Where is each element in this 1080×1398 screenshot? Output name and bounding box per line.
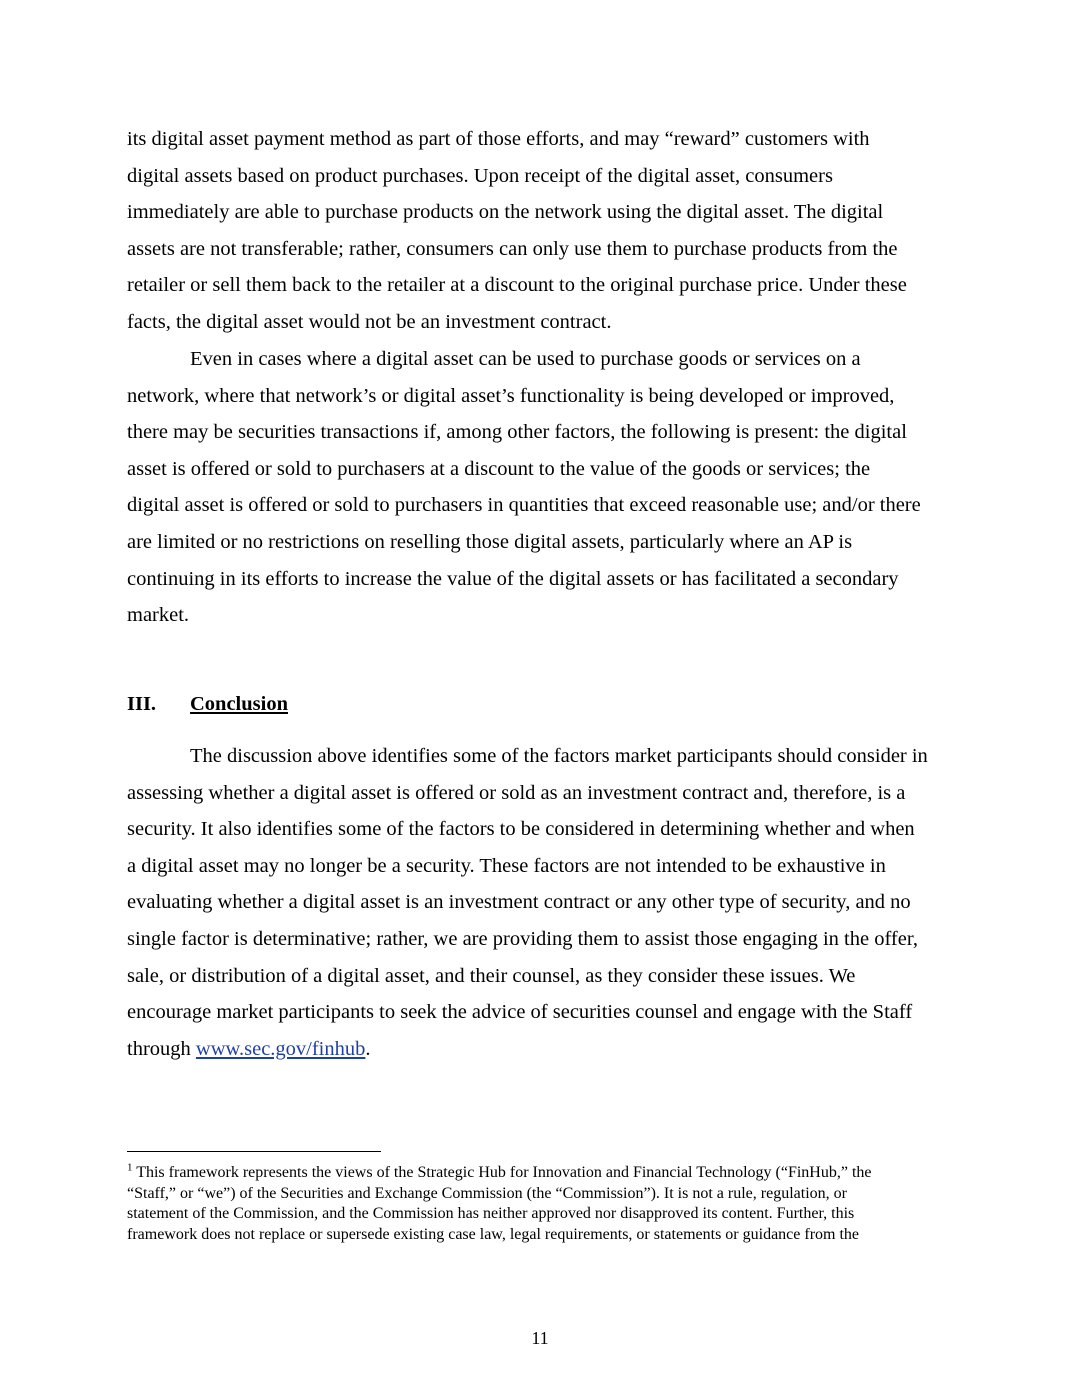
footnote-line: [127, 1163, 957, 1184]
section-number: III.: [127, 693, 157, 715]
text-line: immediately are able to purchase products on the network using the digital asset. The digital: [127, 201, 884, 224]
text-line: The discussion above identifies some of the factors market participants should consider in: [190, 745, 928, 767]
text-line: security. It also identifies some of the factors to be considered in determining whether and when: [127, 818, 915, 841]
text-line: single factor is determinative; rather, we are providing them to assist those engaging in the offer,: [127, 927, 918, 950]
footnote-text: This framework represents the views of the Strategic Hub for Innovation and Financial Technology (“FinHub,” the: [132, 1164, 872, 1181]
footnote-divider: [127, 1151, 381, 1152]
footnote-line: statement of the Commission, and the Commission has neither approved nor disapproved its content. Further, this: [127, 1205, 855, 1223]
footnote: [127, 1163, 957, 1245]
link-suffix: .: [365, 1037, 371, 1060]
text-line: evaluating whether a digital asset is an investment contract or any other type of security, and no: [127, 891, 911, 914]
text-line: assessing whether a digital asset is offered or sold as an investment contract and, therefore, is a: [127, 781, 906, 804]
section-title: Conclusion: [190, 693, 288, 715]
text-line: a digital asset may no longer be a security. These factors are not intended to be exhaustive in: [127, 854, 886, 877]
text-line: continuing in its efforts to increase the value of the digital assets or has facilitated a secondary: [127, 567, 899, 590]
text-line: network, where that network’s or digital asset’s functionality is being developed or improved,: [127, 384, 895, 407]
text-line: encourage market participants to seek the advice of securities counsel and engage with the Staff: [127, 1001, 913, 1024]
link-prefix: through: [127, 1037, 196, 1060]
text-line: there may be securities transactions if, among other factors, the following is present: the digital: [127, 421, 907, 444]
text-line: its digital asset payment method as part of those efforts, and may “reward” customers with: [127, 128, 870, 150]
text-line: Even in cases where a digital asset can be used to purchase goods or services on a: [190, 348, 861, 370]
text-line: retailer or sell them back to the retailer at a discount to the original purchase price. Under these: [127, 274, 907, 297]
paragraph-securities-transactions: [127, 341, 957, 634]
text-line: digital asset is offered or sold to purchasers in quantities that exceed reasonable use; and/or there: [127, 494, 921, 517]
text-line: asset is offered or sold to purchasers at a discount to the value of the goods or services; the: [127, 457, 871, 480]
footnote-marker: 1: [127, 1161, 133, 1174]
finhub-link[interactable]: www.sec.gov/finhub: [195, 1037, 366, 1060]
paragraph-conclusion: [127, 738, 957, 1067]
section-heading: [127, 689, 288, 719]
text-line: are limited or no restrictions on reselling those digital assets, particularly where an AP is: [127, 530, 853, 553]
page-number: 11: [531, 1328, 549, 1348]
text-line: market.: [127, 604, 190, 627]
footnote-line: framework does not replace or supersede existing case law, legal requirements, or statements or guidance from the: [127, 1225, 860, 1243]
text-line-with-link: [127, 1031, 957, 1068]
paragraph-retailer-example: [127, 121, 957, 341]
text-line: facts, the digital asset would not be an investment contract.: [127, 310, 612, 333]
footnote-line: “Staff,” or “we”) of the Securities and Exchange Commission (the “Commission”). It is not a rule, regulation, or: [127, 1184, 847, 1202]
text-line: digital assets based on product purchases. Upon receipt of the digital asset, consumers: [127, 164, 833, 187]
text-line: sale, or distribution of a digital asset, and their counsel, as they consider these issues. We: [127, 964, 856, 987]
text-line: assets are not transferable; rather, consumers can only use them to purchase products from the: [127, 237, 898, 260]
